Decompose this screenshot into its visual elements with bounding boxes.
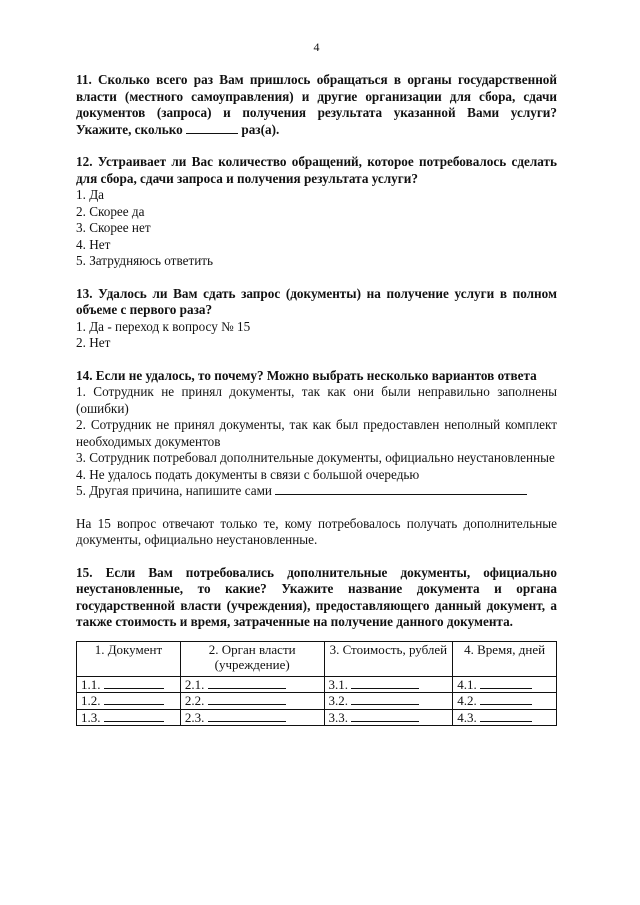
table-cell[interactable]: 3.3. — [324, 709, 453, 726]
q14-option-4[interactable]: 4. Не удалось подать документы в связи с большой очередью — [76, 466, 420, 482]
q14-option-1[interactable]: 1. Сотрудник не принял документы, так как они были неправильно заполнены (ошибки) — [76, 384, 557, 416]
table-cell[interactable]: 2.3. — [180, 709, 324, 726]
q13-option-1[interactable]: 1. Да - переход к вопросу № 15 — [76, 318, 251, 334]
q14-option-5-label: 5. Другая причина, напишите сами — [76, 483, 272, 498]
table-cell[interactable]: 3.2. — [324, 693, 453, 710]
header-authority: 2. Орган власти (учреждение) — [180, 641, 324, 676]
table-cell[interactable]: 4.1. — [453, 676, 557, 693]
question-12-text: 12. Устраивает ли Вас количество обращений, которое потребовалось сделать для сбора, сдачи запроса и получения результата услуги? — [76, 154, 557, 186]
header-time: 4. Время, дней — [453, 641, 557, 676]
answer-blank-11[interactable] — [186, 133, 238, 134]
other-reason-blank[interactable] — [275, 494, 527, 495]
table-cell[interactable]: 1.1. — [77, 676, 181, 693]
header-document: 1. Документ — [77, 641, 181, 676]
question-11 — [76, 72, 557, 138]
table-header-row — [77, 641, 557, 676]
table-cell[interactable]: 2.1. — [180, 676, 324, 693]
q12-option-1[interactable]: 1. Да — [76, 187, 105, 202]
table-cell[interactable]: 3.1. — [324, 676, 453, 693]
table-row — [77, 676, 557, 693]
question-15-note: На 15 вопрос отвечают только те, кому потребовалось получать дополнительные документы, официально неустановленные. — [76, 515, 557, 547]
page-number: 4 — [313, 40, 320, 54]
table-cell[interactable]: 4.3. — [453, 709, 557, 726]
documents-table — [76, 641, 557, 727]
q14-option-3[interactable]: 3. Сотрудник потребовал дополнительные документы, официально неустановленные — [76, 450, 555, 465]
q12-option-5[interactable]: 5. Затрудняюсь ответить — [76, 253, 214, 268]
q12-option-2[interactable]: 2. Скорее да — [76, 203, 145, 219]
table-row — [77, 709, 557, 726]
header-cost: 3. Стоимость, рублей — [324, 641, 453, 676]
table-cell[interactable]: 1.2. — [77, 693, 181, 710]
question-11-suffix: раз(а). — [241, 121, 280, 137]
question-14-text: 14. Если не удалось, то почему? Можно выбрать несколько вариантов ответа — [76, 367, 537, 383]
q13-option-2[interactable]: 2. Нет — [76, 335, 111, 350]
table-cell[interactable]: 1.3. — [77, 709, 181, 726]
table-cell[interactable]: 4.2. — [453, 693, 557, 710]
q12-option-3[interactable]: 3. Скорее нет — [76, 220, 151, 235]
table-row — [77, 693, 557, 710]
question-15-text: 15. Если Вам потребовались дополнительные документы, официально неустановленные, то какие? Укажите название документа и органа государственной власти (учреждения), предоставляющего данный документ, а также стоимость и время, затраченные на получение данного документа. — [76, 564, 557, 629]
table-cell[interactable]: 2.2. — [180, 693, 324, 710]
q14-option-2[interactable]: 2. Сотрудник не принял документы, так как был предоставлен неполный комплект необходимых документов — [76, 417, 557, 449]
q14-option-5[interactable] — [76, 483, 557, 500]
question-11-text: 11. Сколько всего раз Вам пришлось обращаться в органы государственной власти (местного самоуправления) и другие организации для сбора, сдачи документов (запроса) и получения результата указанной Вами услуги? Укажите, сколько — [76, 72, 557, 137]
document-page — [76, 40, 557, 726]
q12-option-4[interactable]: 4. Нет — [76, 236, 111, 252]
question-13-text: 13. Удалось ли Вам сдать запрос (документы) на получение услуги в полном объеме с первого раза? — [76, 285, 557, 317]
